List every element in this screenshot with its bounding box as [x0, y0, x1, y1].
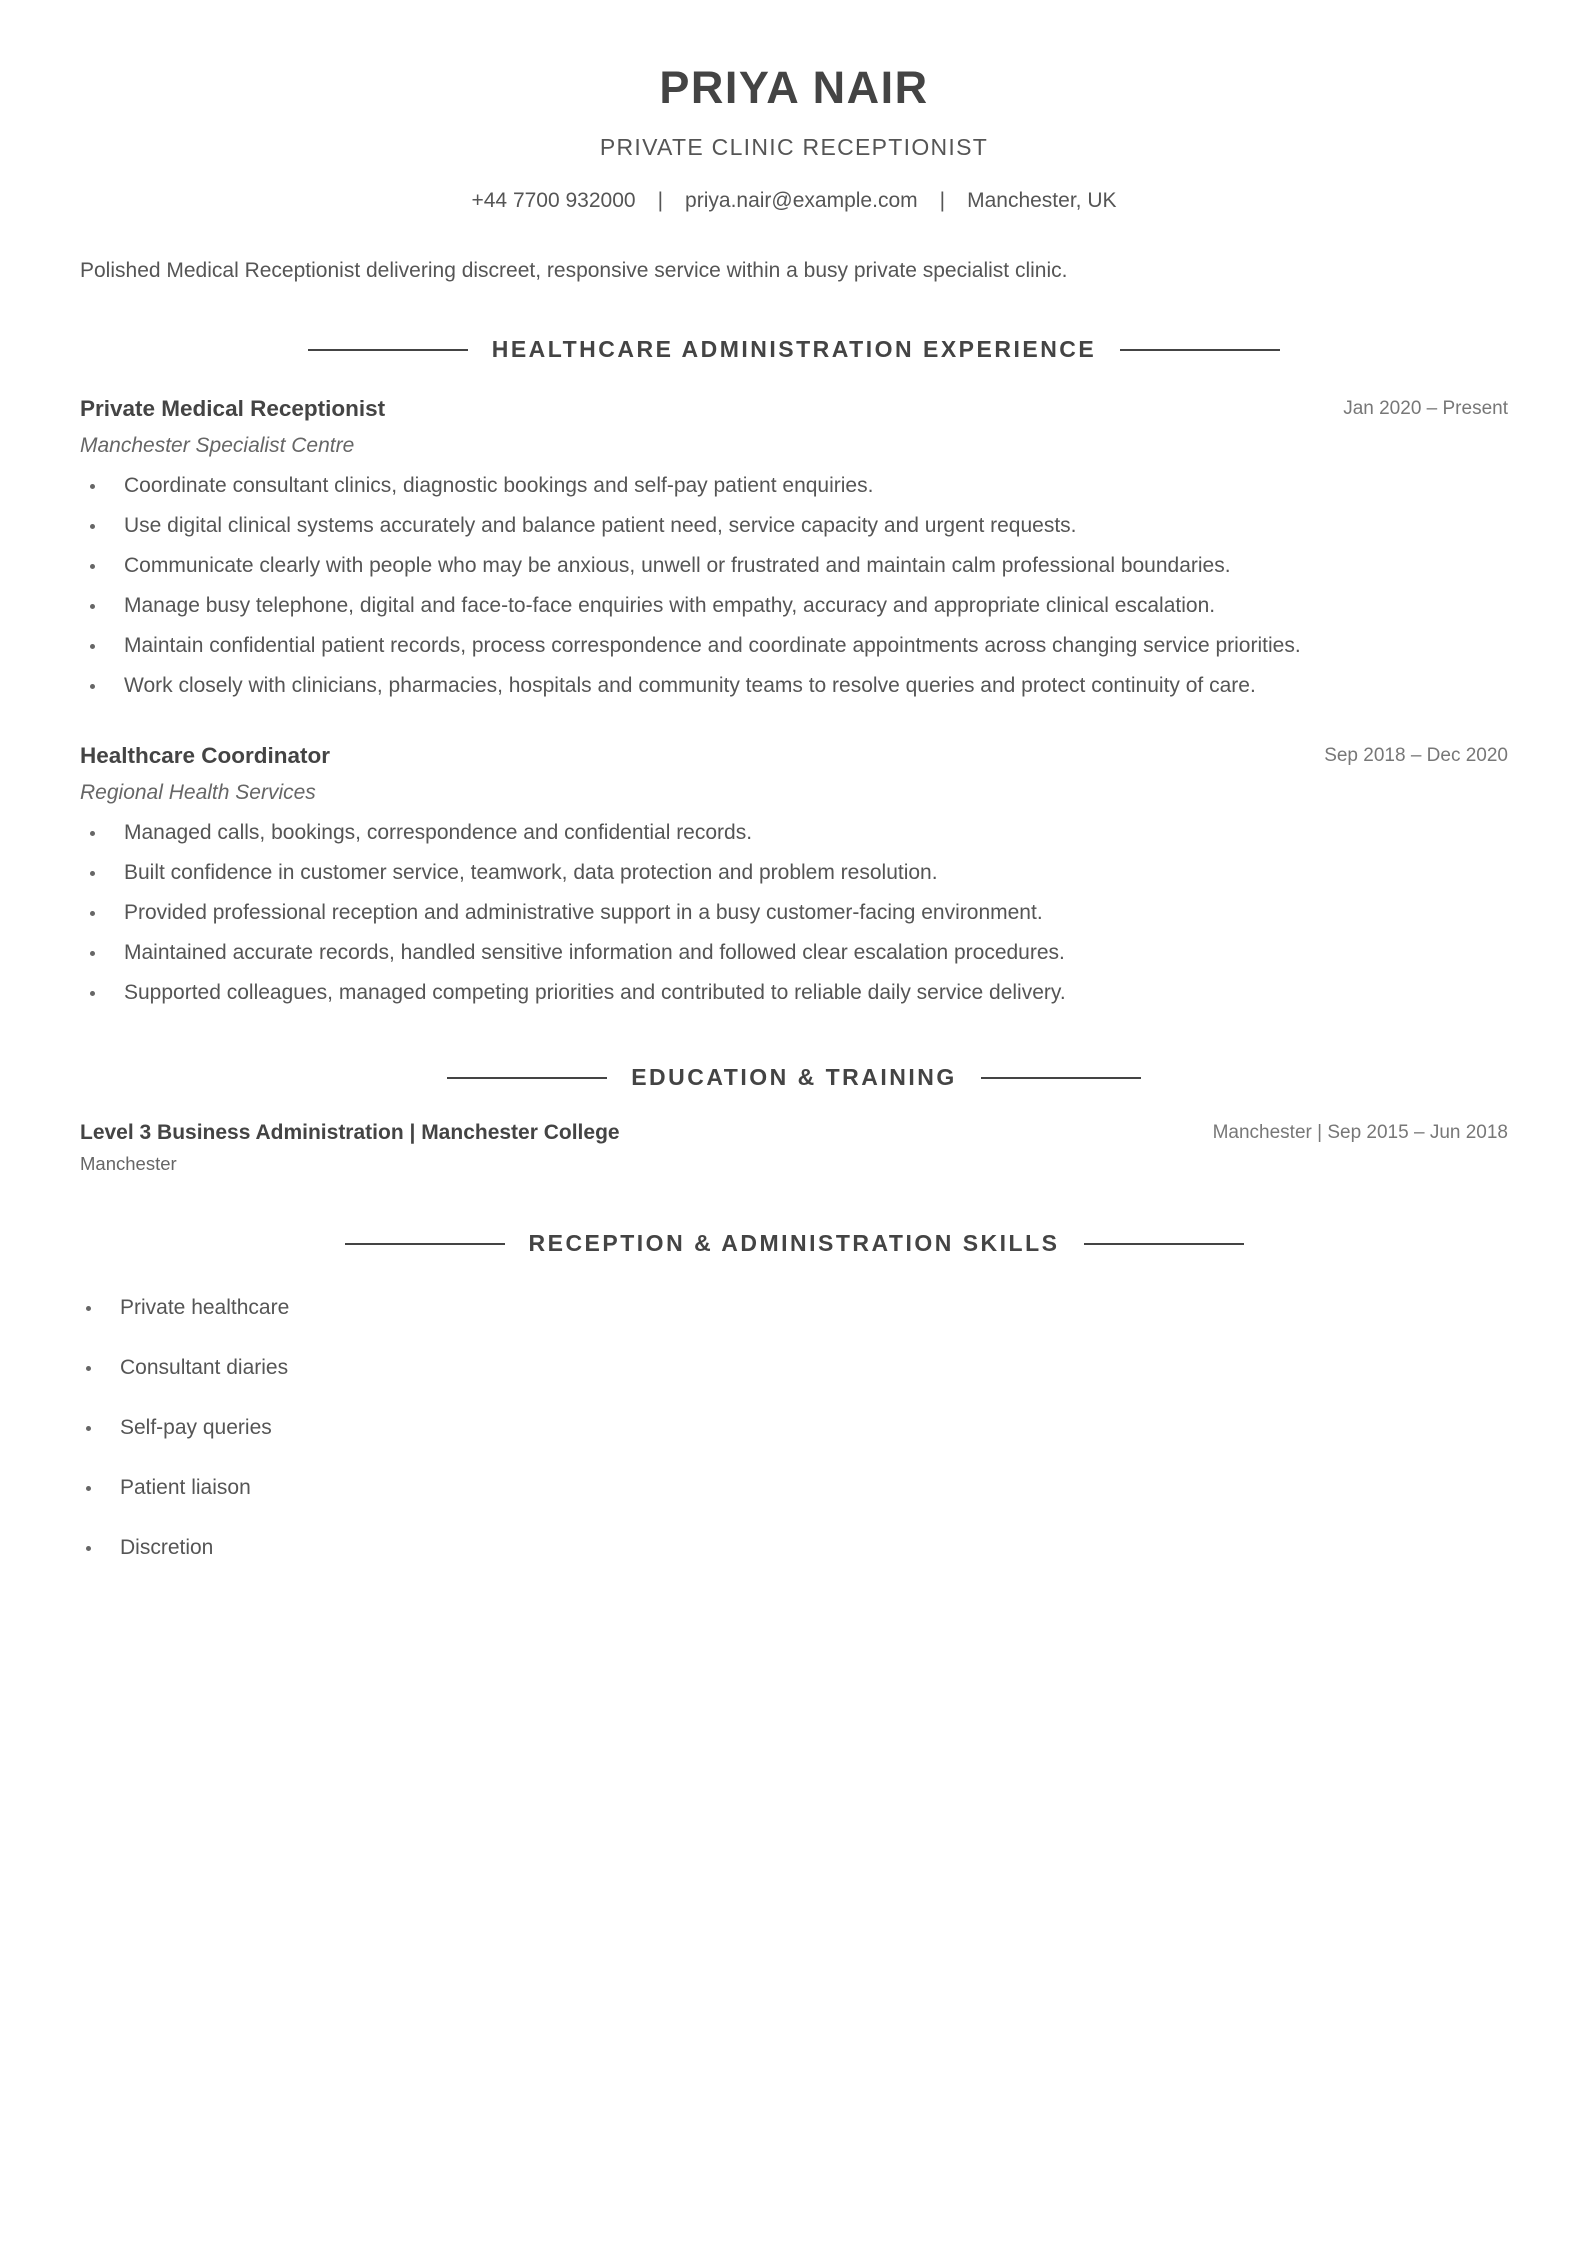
contact-email: priya.nair@example.com [685, 189, 918, 212]
contact-location: Manchester, UK [967, 189, 1117, 212]
heading-rule-right [1120, 349, 1280, 351]
heading-rule-right [981, 1077, 1141, 1079]
skills-section-heading [80, 1230, 1508, 1257]
skills-list [80, 1294, 289, 1594]
job-bullets [80, 472, 1508, 712]
education-section-heading [80, 1064, 1508, 1091]
contact-separator: | [657, 189, 664, 212]
contact-phone: +44 7700 932000 [471, 189, 636, 212]
job-role: Private Medical Receptionist [80, 396, 386, 421]
education-heading-label: EDUCATION & TRAINING [631, 1064, 957, 1090]
education-meta: Manchester | Sep 2015 – Jun 2018 [1212, 1122, 1508, 1143]
experience-heading-label: HEALTHCARE ADMINISTRATION EXPERIENCE [491, 336, 1097, 362]
job-role: Healthcare Coordinator [80, 743, 331, 768]
candidate-title: PRIVATE CLINIC RECEPTIONIST [599, 134, 989, 160]
heading-rule-right [1084, 1243, 1244, 1245]
list-item: Maintain confidential patient records, process correspondence and coordinate appointments across changing service priorities. [80, 632, 1508, 672]
list-item: Patient liaison [80, 1474, 289, 1534]
list-item: Managed calls, bookings, correspondence and confidential records. [80, 819, 1508, 859]
job-header [80, 743, 1508, 773]
experience-section-heading [80, 336, 1508, 363]
contact-line [80, 189, 1508, 213]
education-entry [80, 1121, 1508, 1175]
skills-heading-label: RECEPTION & ADMINISTRATION SKILLS [528, 1230, 1060, 1256]
list-item: Use digital clinical systems accurately and balance patient need, service capacity and urgent requests. [80, 512, 1508, 552]
heading-rule-left [308, 349, 468, 351]
list-item: Self-pay queries [80, 1414, 289, 1474]
candidate-name: PRIYA NAIR [659, 62, 929, 113]
job-header [80, 396, 1508, 426]
contact-separator: | [939, 189, 946, 212]
list-item: Private healthcare [80, 1294, 289, 1354]
job-entry [80, 743, 1508, 1019]
professional-summary: Polished Medical Receptionist delivering discreet, responsive service within a busy private specialist clinic. [80, 259, 1068, 282]
list-item: Supported colleagues, managed competing priorities and contributed to reliable daily service delivery. [80, 979, 1508, 1019]
heading-rule-left [447, 1077, 607, 1079]
list-item: Work closely with clinicians, pharmacies, hospitals and community teams to resolve queries and protect continuity of care. [80, 672, 1508, 712]
job-bullets [80, 819, 1508, 1019]
job-organization: Manchester Specialist Centre [80, 434, 355, 457]
job-dates: Sep 2018 – Dec 2020 [1324, 745, 1508, 766]
list-item: Discretion [80, 1534, 289, 1594]
list-item: Maintained accurate records, handled sensitive information and followed clear escalation procedures. [80, 939, 1508, 979]
list-item: Consultant diaries [80, 1354, 289, 1414]
list-item: Built confidence in customer service, teamwork, data protection and problem resolution. [80, 859, 1508, 899]
list-item: Manage busy telephone, digital and face-to-face enquiries with empathy, accuracy and appropriate clinical escalation. [80, 592, 1508, 632]
education-header [80, 1121, 1508, 1149]
list-item: Communicate clearly with people who may be anxious, unwell or frustrated and maintain calm professional boundaries. [80, 552, 1508, 592]
education-title: Level 3 Business Administration | Manchester College [80, 1121, 620, 1144]
education-location: Manchester [80, 1153, 177, 1174]
heading-rule-left [345, 1243, 505, 1245]
list-item: Coordinate consultant clinics, diagnostic bookings and self-pay patient enquiries. [80, 472, 1508, 512]
job-organization: Regional Health Services [80, 781, 316, 804]
job-entry [80, 396, 1508, 712]
job-dates: Jan 2020 – Present [1343, 398, 1508, 419]
list-item: Provided professional reception and administrative support in a busy customer-facing environment. [80, 899, 1508, 939]
